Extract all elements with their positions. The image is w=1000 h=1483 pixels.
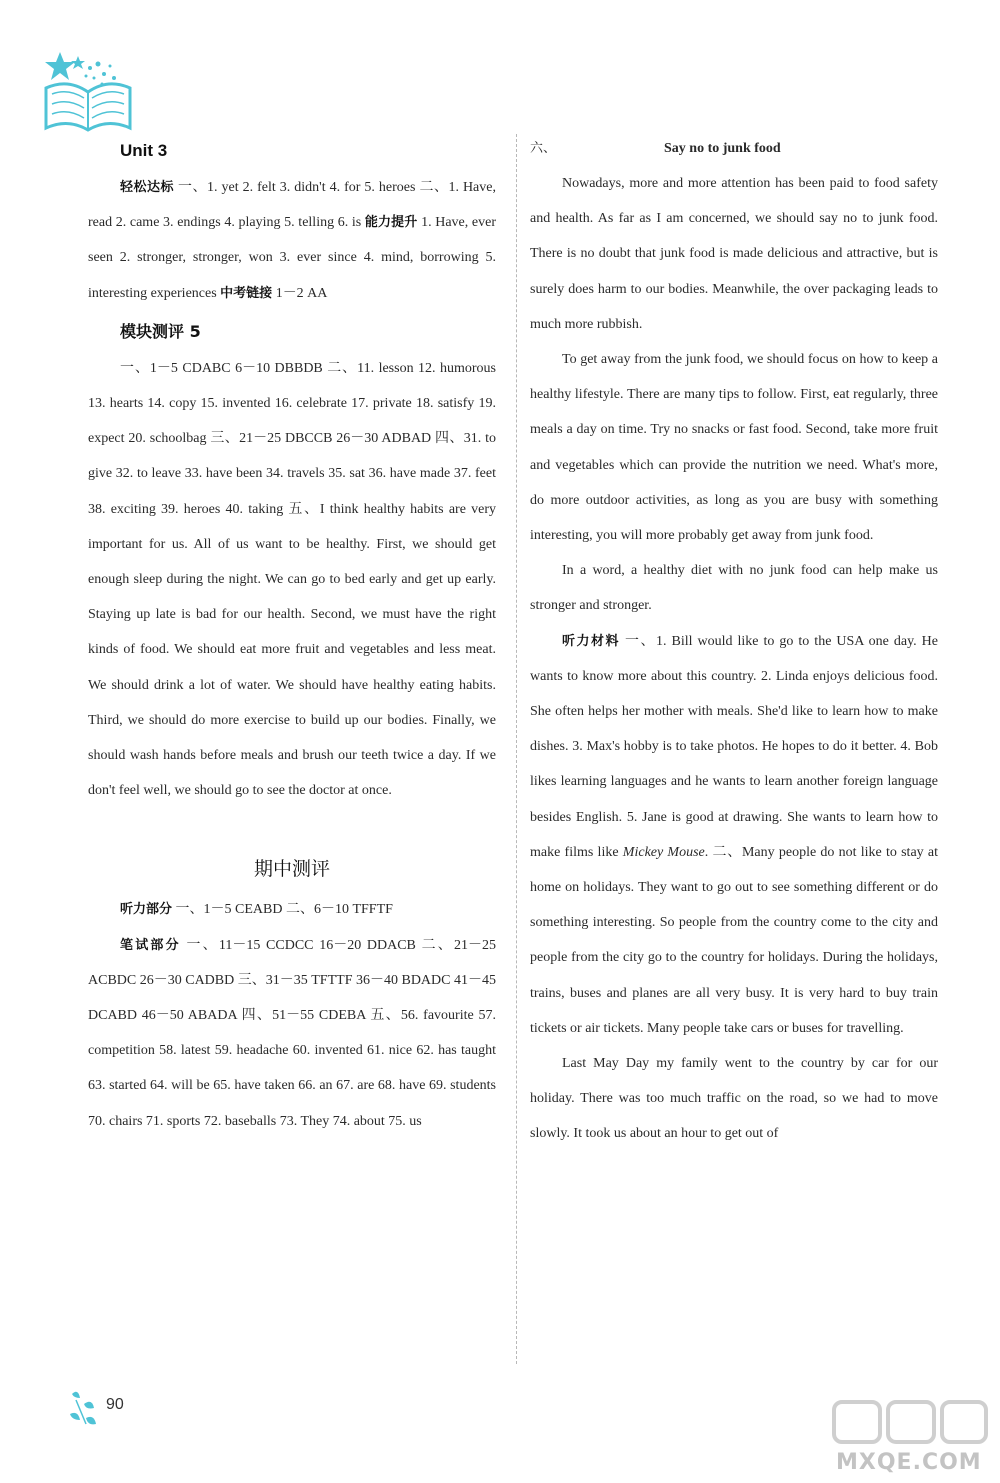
essay-number: 六、 [530,141,557,156]
essay-paragraph-2: To get away from the junk food, we should focus on how to keep a healthy lifestyle. There are many tips to follow. First, eat regularly, three meals a day on time. Try no snacks or fast food. Second, take more fruit and vegetables which can provide the nutrition we need. What's more, do more outdoor activities, as long as you are busy with something interesting, you will more probably get away from junk food. [530,352,938,544]
essay-title: Say no to junk food [664,141,781,156]
midterm-title: 期中测评 [253,858,330,881]
listening-material: 听力材料 一、1. Bill would like to go to the USA one day. He wants to know more about this country. 2. Linda enjoys delicious food. She often helps her mother with meals. She'd like to learn how to make dishes. 3. Max's hobby is to take photos. He hopes to do it better. 4. Bob likes learning languages and he wants to learn another foreign language besides English. 5. Jane is good at drawing. She wants to learn how to make films like Mickey Mouse. 二、Many people do not like to stay at home on holidays. They want to go out to see something different or do something interesting. So people from the country come to the city and people from the city go to the country for holidays. During the holidays, trains, buses and planes are all very busy. It is very hard to buy train tickets or air tickets. Many people take cars or buses for travelling. [530,633,938,1036]
midterm-listening: 听力部分 一、1－5 CEABD 二、6－10 TFFTF [120,902,393,918]
column-divider [516,134,517,1364]
written-label: 笔试部分 [120,937,181,953]
section-label-exam-link: 中考链接 [220,285,273,301]
midterm-written: 笔试部分 一、11－15 CCDCC 16－20 DDACB 二、21－25 ACBDC 26－30 CADBD 三、31－35 TFTTF 36－40 BDADC 41－45 DCABD 46－50 ABADA 四、51－55 CDEBA 五、56. favourite 57. competition 58. latest 59. headache 60. invented 61. nice 62. has taught 63. started 64. will be 65. have taken 66. an 67. are 68. have 69. students 70. chairs 71. sports 72. baseballs 73. They 74. about 75. us [88,937,496,1129]
essay-paragraph-3: In a word, a healthy diet with no junk food can help make us stronger and stronger. [530,563,938,614]
section-label-ability: 能力提升 [364,215,418,231]
essay-heading [530,134,938,164]
open-book-stars-icon [38,48,138,132]
listening-paragraph-4: Last May Day my family went to the country by car for our holiday. There was too much traffic on the road, so we had to move slowly. It took us about an hour to get out of [530,1056,938,1142]
right-column [530,134,938,1152]
left-column [88,134,496,1139]
unit3-answers: 轻松达标 一、1. yet 2. felt 3. didn't 4. for 5. heroes 二、1. Have, read 2. came 3. endings 4. playing 5. telling 6. is 能力提升 1. Have, ever seen 2. stronger, stronger, won 3. ever since 4. mind, borrowing 5. interesting experiences 中考链接 1－2 AA [88,180,496,301]
section-label-easy: 轻松达标 [120,180,175,195]
module-title: 模块测评 5 [120,321,201,341]
essay-paragraph-1: Nowadays, more and more attention has been paid to food safety and health. As far as I am concerned, we should say no to junk food. There is no doubt that junk food is made delicious and attractive, but is surely does harm to our bodies. Meanwhile, the over packaging leads to much more rubbish. [530,176,938,332]
listening-material-label: 听力材料 [562,633,621,649]
watermark-text: MXQE.COM [836,1450,982,1475]
leaf-decoration-icon [66,1384,106,1430]
listening-label: 听力部分 [120,902,173,918]
module-answers: 一、1－5 CDABC 6－10 DBBDB 二、11. lesson 12. humorous 13. hearts 14. copy 15. invented 16. celebrate 17. private 18. satisfy 19. expect 20. schoolbag 三、21－25 DBCCB 26－30 ADBAD 四、31. to give 32. to leave 33. have been 34. travels 35. sat 36. have made 37. feet 38. exciting 39. heroes 40. taking 五、I think healthy habits are very important for us. All of us want to be healthy. First, we should get enough sleep during the night. We can go to bed early and get up early. Staying up late is bad for our health. Second, we must have the right kinds of food. We should eat more fruit and vegetables and less meat. We should drink a lot of water. We should have healthy eating habits. Third, we should do more exercise to build up our bodies. Finally, we should wash hands before meals and brush our teeth twice a day. If we don't feel well, we should go to see the doctor at once. [88,360,496,799]
unit-title: Unit 3 [120,141,168,160]
page-number: 90 [106,1396,124,1413]
